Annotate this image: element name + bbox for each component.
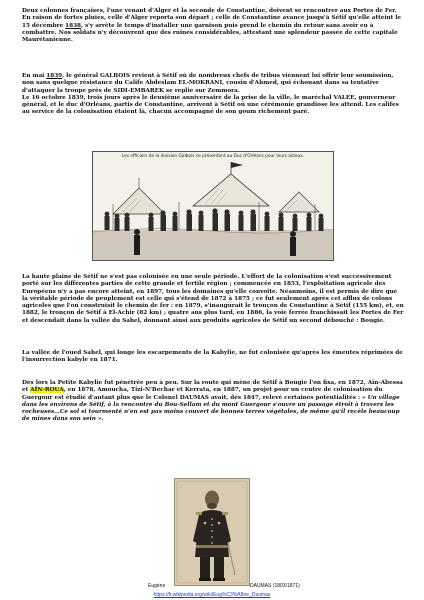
year-1838: 1838 xyxy=(65,22,82,29)
paragraph-text: , s'y arrête le temps d'installer une garnison puis prend le chemin du retour sans avoir eu à combattre. Nos soldats n'y découvrent que des ruines considérables, attestant une splendeur passée de cette capitale Maurétanienne. xyxy=(22,22,398,44)
paragraph-columns-1838 xyxy=(22,8,404,44)
paragraph-text: , le général GALBOIS revient à Sétif où de nombreux chefs de tribus viennent lui offrir leur soumission, non sans quelque résistance du Calife Abdeslam EL-MOKRANI, cousin d'Ahmed, qui échouant dans sa tentative d'attaquer la troupe près de SIDI-EMBAREK se replie sur Zemmora. xyxy=(22,73,394,94)
engraving-caption: Les officiers de la division Galbois se présentant au Duc d'Orléans pour leurs adieux. xyxy=(121,154,305,159)
paragraph-text: En mai xyxy=(22,73,47,79)
portrait-drawing xyxy=(175,479,249,585)
highlighted-place-name: AÏN-ROUA xyxy=(30,387,64,394)
daumas-portrait xyxy=(174,478,250,586)
paragraph-haute-plaine: La haute plaine de Sétif ne s'est pas colonisée en une seule période. L'effort de la colonisation s'est successivement porté sur les différentes parties de cette grande et fertile région ; commencée en 1853, l'exploitation agricole des Européens n'y a pas encore atteint, en 1897, tous les domaines qu'elle convoite. Néanmoins, il est permis de dire que la véritable période de peuplement est celle qui s'étend de 1872 à 1875 ; ce fut seulement après cet afflux de colons agricoles que l'on construisit le chemin de fer : en 1879, s'inaugurait le tronçon de Constantine à Sétif (155 km), et, en 1882, le tronçon de Sétif à El-Achir (82 km) ; quatre ans plus tard, en 1886, la voie ferrée franchissait les Portes de Fer et descendait dans la vallée du Sahel, donnant ainsi aux produits agricoles de Sétif un second débouché : Bougie. xyxy=(22,274,404,324)
paragraph-oued-sahel: La vallée de l'oued Sahel, qui longe les escarpements de la Kabylie, ne fut colonisée qu'après les émeutes réprimées de l'insurrection kabyle en 1871. xyxy=(22,350,403,364)
paragraph-text: Deux colonnes françaises, l'une venant d'Alger et la seconde de Constantine, doivent se rencontrer aux Portes de Fer. En raison de fortes pluies, celle d'Alger reporta son départ ; celle de Constantine avance jusqu'à Sétif qu'elle atteint le 15 décembre xyxy=(22,8,402,29)
engraving-illustration xyxy=(92,151,334,261)
paragraph-text: , en 1878, Amoucha, Tizi-N'Bechar et Kerrata, en 1887, un projet pour un centre de colonisation du Guergour est étudié d'autant plus que le Colonel DAUMAS avait, dès 1847, relevé certaines potentialités : xyxy=(22,387,383,401)
engraving-drawing xyxy=(93,152,333,260)
paragraph-galbois-1839 xyxy=(22,73,404,117)
portrait-caption-first-name: Eugène xyxy=(148,583,166,589)
year-1839: 1839 xyxy=(46,73,63,79)
portrait-caption-name-dates: DAUMAS (1803/1871) xyxy=(250,583,300,589)
paragraph-petite-kabylie xyxy=(22,380,404,424)
paragraph-text: Le 16 octobre 1839, trois jours après le deuxième anniversaire de la prise de la ville, le maréchal VALEE, gouverneur général, et le duc d'Orléans, partis de Constantine, arrivent à Sétif où une cérémonie grandiose les attend. Les califes au service de la colonisation étaient là, chacun accompagné de son goum richement paré. xyxy=(22,94,399,116)
paragraph-text: Dès lors la Petite Kabylie fut pénétrée peu à peu. Sur la route qui mène de Sétif à Bougie l'on fixa, en 1872, Aïn-Abessa et xyxy=(22,380,403,394)
paragraph-text: . xyxy=(101,416,104,423)
wikipedia-source-link[interactable]: https://fr.wikipedia.org/wiki/Eug%C3%A8ne_Daumas xyxy=(153,592,271,598)
daumas-quote: « Un village dans les environs de Sétif, à la rencontre du Bou-Sellam et du mont Guergour s'ouvre un passage étroit à travers les rocheuses…Ce sol si tourmenté n'en est pas moins couvert de bonnes terres végétales, de même qu'il recèle beaucoup de mines dans son sein » xyxy=(22,394,400,423)
